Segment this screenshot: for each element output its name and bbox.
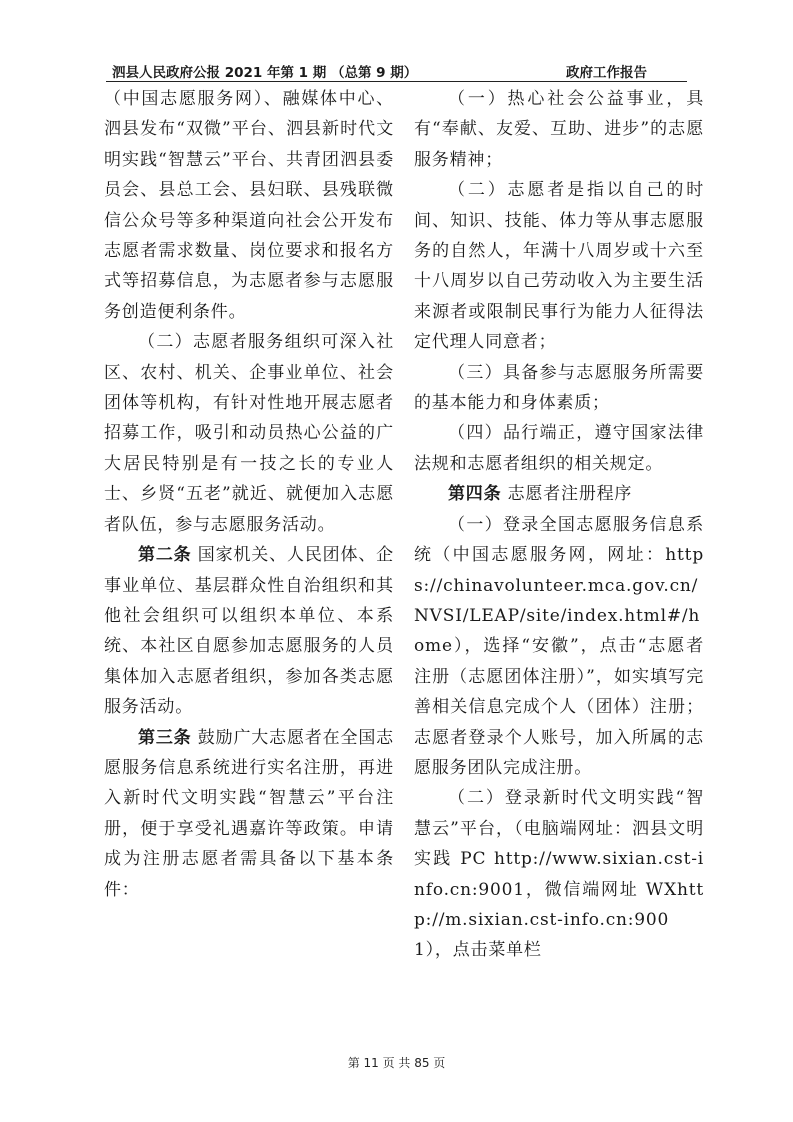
paragraph-text: （二）志愿者服务组织可深入社区、农村、机关、企事业单位、社会团体等机构，有针对性地开展志愿者招募工作，吸引和动员热心公益的广大居民特别是有一技之长的专业人士、乡贤“五老”就近、就便加入志愿者队伍，参与志愿服务活动。 (104, 332, 394, 535)
paragraph (104, 84, 394, 327)
paragraph-text: （四）品行端正，遵守国家法律法规和志愿者组织的相关规定。 (414, 423, 704, 474)
paragraph-text: 国家机关、人民团体、企事业单位、基层群众性自治组织和其他社会组织可以组织本单位、本系统、本社区自愿参加志愿服务的人员集体加入志愿者组织，参加各类志愿服务活动。 (104, 545, 394, 718)
paragraph-text: 志愿者注册程序 (507, 484, 633, 505)
article-paragraph (104, 540, 394, 722)
paragraph (104, 327, 394, 540)
right-column (414, 84, 704, 966)
paragraph-text: （中国志愿服务网）、融媒体中心、泗县发布“双微”平台、泗县新时代文明实践“智慧云”平台、共青团泗县委员会、县总工会、县妇联、县残联微信公众号等多种渠道向社会公开发布志愿者需求数量、岗位要求和报名方式等招募信息，为志愿者参与志愿服务创造便利条件。 (104, 89, 394, 322)
paragraph-text: （一）热心社会公益事业，具有“奉献、友爱、互助、进步”的志愿服务精神； (414, 89, 704, 170)
paragraph (414, 783, 704, 965)
section-title: 政府工作报告 (566, 65, 647, 81)
paragraph (414, 175, 704, 357)
paragraph-text: （二）登录新时代文明实践“智慧云”平台，（电脑端网址：泗县文明实践 PC http://www.sixian.cst-info.cn:9001，微信端网址 WXhttp://m.sixian.cst-info.cn:9001），点击菜单栏 (414, 788, 704, 961)
article-title: 第三条 (138, 727, 192, 748)
article-paragraph (104, 723, 394, 905)
bulletin-title: 泗县人民政府公报 2021 年第 1 期 （总第 9 期） (112, 65, 418, 81)
paragraph-text: （二）志愿者是指以自己的时间、知识、技能、体力等从事志愿服务的自然人，年满十八周岁或十六至十八周岁以自己劳动收入为主要生活来源者或限制民事行为能力人征得法定代理人同意者； (414, 180, 704, 353)
paragraph (414, 418, 704, 479)
paragraph (414, 84, 704, 175)
page-number: 第 11 页 共 85 页 (347, 1056, 446, 1070)
left-column (104, 84, 394, 905)
paragraph (414, 510, 704, 784)
article-title: 第二条 (138, 545, 192, 566)
paragraph-text: （三）具备参与志愿服务所需要的基本能力和身体素质； (414, 362, 704, 414)
page-footer (0, 1054, 793, 1071)
article-paragraph (414, 479, 704, 509)
article-title: 第四条 (448, 484, 502, 505)
paragraph-text: （一）登录全国志愿服务信息系统（中国志愿服务网，网址：https://chinavolunteer.mca.gov.cn/NVSI/LEAP/site/index.html#/home），选择“安徽”，点击“志愿者注册（志愿团体注册）”，如实填写完善相关信息完成个人（团体）注册；志愿者登录个人账号，加入所属的志愿服务团队完成注册。 (414, 514, 704, 778)
page-header (106, 59, 687, 82)
paragraph (414, 358, 704, 419)
paragraph-text: 鼓励广大志愿者在全国志愿服务信息系统进行实名注册，再进入新时代文明实践“智慧云”平台注册，便于享受礼遇嘉许等政策。申请成为注册志愿者需具备以下基本条件： (104, 727, 394, 900)
